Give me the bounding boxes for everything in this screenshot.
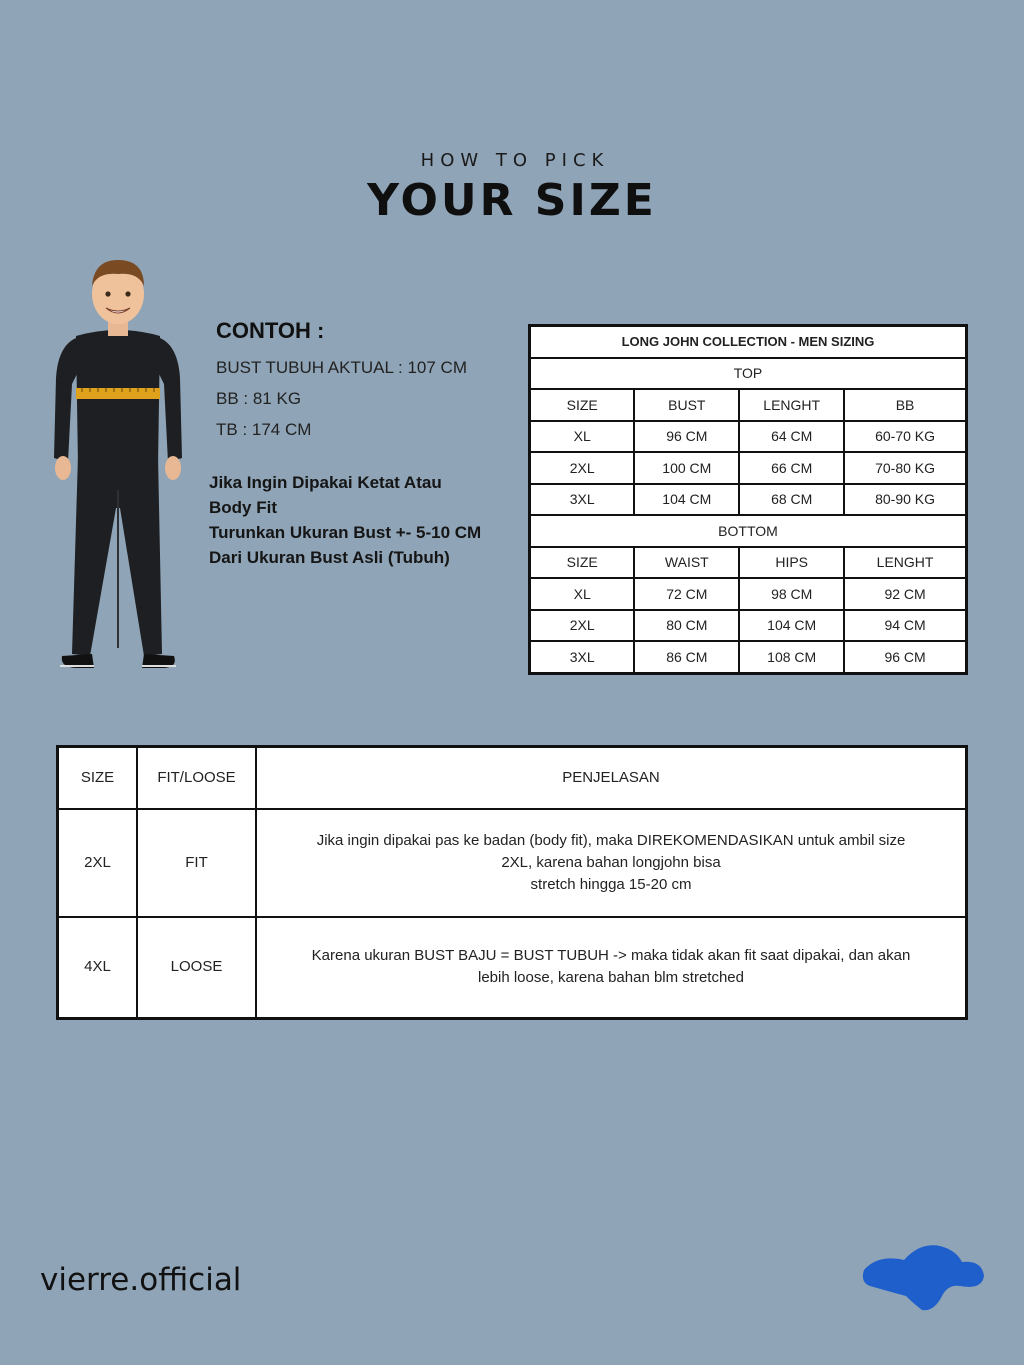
note-line: Turunkan Ukuran Bust +- 5-10 CM — [209, 523, 482, 542]
top-section-label: TOP — [530, 358, 967, 390]
column-header: LENGHT — [739, 389, 844, 421]
table-cell: 4XL — [58, 917, 138, 1019]
table-cell: 96 CM — [844, 641, 966, 673]
description-line: Karena ukuran BUST BAJU = BUST TUBUH -> maka tidak akan fit saat dipakai, dan akan — [311, 947, 911, 965]
table-cell: 92 CM — [844, 578, 966, 610]
table-cell: 3XL — [530, 484, 635, 516]
table-row — [530, 452, 967, 484]
column-header: FIT/LOOSE — [137, 747, 256, 809]
table-cell: FIT — [137, 809, 256, 917]
table-header-row — [530, 547, 967, 579]
table-cell: 2XL — [530, 452, 635, 484]
table-cell: 96 CM — [634, 421, 739, 453]
example-title: CONTOH : — [216, 318, 325, 343]
description-line: 2XL, karena bahan longjohn bisa — [501, 853, 721, 871]
table-cell: 3XL — [530, 641, 635, 673]
table-cell: 104 CM — [634, 484, 739, 516]
table-row — [530, 610, 967, 642]
table-cell: 98 CM — [739, 578, 844, 610]
table-row — [530, 578, 967, 610]
table-cell: XL — [530, 421, 635, 453]
column-header: SIZE — [530, 547, 635, 579]
brand-name: vierre.official — [40, 1262, 242, 1298]
man-figure-icon — [48, 258, 188, 678]
column-header: WAIST — [634, 547, 739, 579]
table-cell: 60-70 KG — [844, 421, 966, 453]
table-row — [530, 484, 967, 516]
note-line: Jika Ingin Dipakai Ketat Atau — [209, 473, 442, 492]
description-cell — [256, 917, 967, 1019]
table-cell: 2XL — [530, 610, 635, 642]
description-cell — [256, 809, 967, 917]
table-cell: 70-80 KG — [844, 452, 966, 484]
fit-note — [209, 470, 519, 570]
heading-subtitle: HOW TO PICK — [420, 150, 610, 171]
description-line: stretch hingga 15-20 cm — [530, 875, 692, 893]
column-header: BB — [844, 389, 966, 421]
table-cell: LOOSE — [137, 917, 256, 1019]
column-header: PENJELASAN — [256, 747, 967, 809]
sizing-table — [528, 324, 968, 675]
brand-blob-icon — [858, 1240, 988, 1316]
fit-guide-table — [56, 745, 968, 1020]
table-cell: 100 CM — [634, 452, 739, 484]
table-cell: 104 CM — [739, 610, 844, 642]
note-line: Body Fit — [209, 498, 277, 517]
table-row — [58, 917, 967, 1019]
description-line: Jika ingin dipakai pas ke badan (body fit), maka DIREKOMENDASIKAN untuk ambil size — [316, 831, 906, 849]
column-header: LENGHT — [844, 547, 966, 579]
example-height: TB : 174 CM — [216, 420, 312, 439]
table-row — [530, 641, 967, 673]
column-header: HIPS — [739, 547, 844, 579]
table-header-row — [58, 747, 967, 809]
example-block — [216, 318, 467, 451]
example-weight: BB : 81 KG — [216, 389, 302, 408]
table-cell: 68 CM — [739, 484, 844, 516]
heading-title: YOUR SIZE — [367, 175, 657, 226]
table-cell: 80-90 KG — [844, 484, 966, 516]
table-cell: 2XL — [58, 809, 138, 917]
column-header: BUST — [634, 389, 739, 421]
note-line: Dari Ukuran Bust Asli (Tubuh) — [209, 548, 450, 567]
page-heading — [0, 150, 1024, 226]
table-cell: 94 CM — [844, 610, 966, 642]
table-row — [58, 809, 967, 917]
table-cell: 72 CM — [634, 578, 739, 610]
column-header: SIZE — [530, 389, 635, 421]
table-cell: 64 CM — [739, 421, 844, 453]
table-cell: XL — [530, 578, 635, 610]
column-header: SIZE — [58, 747, 138, 809]
table-cell: 80 CM — [634, 610, 739, 642]
table-cell: 108 CM — [739, 641, 844, 673]
bottom-section-label: BOTTOM — [530, 515, 967, 547]
table-cell: 66 CM — [739, 452, 844, 484]
description-line: lebih loose, karena bahan blm stretched — [477, 969, 744, 987]
table-row — [530, 421, 967, 453]
sizing-table-title: LONG JOHN COLLECTION - MEN SIZING — [530, 326, 967, 358]
table-header-row — [530, 389, 967, 421]
example-bust: BUST TUBUH AKTUAL : 107 CM — [216, 358, 467, 377]
table-cell: 86 CM — [634, 641, 739, 673]
